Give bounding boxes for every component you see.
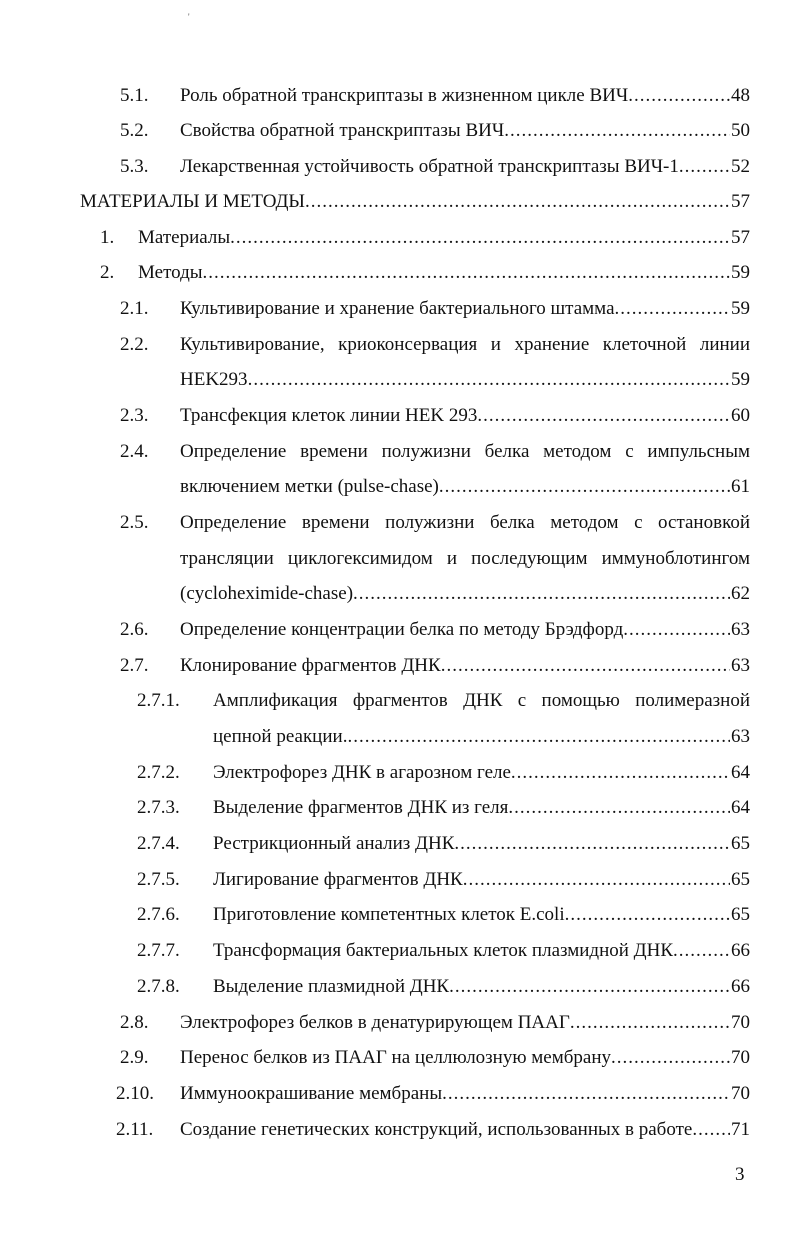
toc-page: 64 <box>731 797 750 818</box>
toc-page: 70 <box>731 1047 750 1068</box>
toc-page: 57 <box>731 191 750 212</box>
toc-entry-2-7-4[interactable] <box>0 827 796 861</box>
toc-number: 2.2. <box>120 334 149 355</box>
toc-title-line-1: Амплификация фрагментов ДНК с помощью полимеразной <box>213 690 750 711</box>
toc-entry-2-11[interactable] <box>0 1113 796 1147</box>
toc-entry-2-7-3[interactable] <box>0 791 796 825</box>
toc-number: 5.1. <box>120 85 149 106</box>
toc-entry-2-5-cont-2[interactable] <box>0 577 796 611</box>
toc-entry-2-7-8[interactable] <box>0 970 796 1004</box>
toc-page: 63 <box>731 619 750 640</box>
toc-page: 57 <box>731 227 750 248</box>
toc-page: 59 <box>731 298 750 319</box>
toc-entry-2-7-2[interactable] <box>0 756 796 790</box>
toc-title: Приготовление компетентных клеток E.coli <box>213 904 565 925</box>
toc-title-line-3: (cycloheximide-chase) <box>180 583 354 604</box>
toc-leader <box>441 649 730 683</box>
toc-page: 70 <box>731 1012 750 1033</box>
toc-title: Культивирование и хранение бактериального штамма <box>180 298 615 319</box>
toc-entry-2-7-1-cont[interactable] <box>0 720 796 754</box>
toc-title: Электрофорез ДНК в агарозном геле <box>213 762 511 783</box>
toc-title: Лигирование фрагментов ДНК <box>213 869 463 890</box>
toc-leader <box>615 292 730 326</box>
toc-entry-2-1[interactable] <box>0 292 796 326</box>
toc-number: 2.5. <box>120 512 149 533</box>
toc-title: Лекарственная устойчивость обратной транскриптазы ВИЧ-1 <box>180 156 679 177</box>
toc-leader <box>679 150 730 184</box>
toc-entry-2-10[interactable] <box>0 1077 796 1111</box>
toc-leader <box>449 970 730 1004</box>
scan-mark: ' <box>188 12 190 22</box>
toc-page: 65 <box>731 869 750 890</box>
toc-title: Методы <box>138 262 203 283</box>
toc-leader <box>454 827 730 861</box>
toc-number: 2.7.8. <box>137 976 180 997</box>
toc-number: 1. <box>100 227 115 248</box>
toc-title: Перенос белков из ПААГ на целлюлозную мембрану <box>180 1047 612 1068</box>
toc-title-line-1: Определение времени полужизни белка методом с импульсным <box>180 441 750 462</box>
toc-number: 2.1. <box>120 298 149 319</box>
toc-title: МАТЕРИАЛЫ И МЕТОДЫ <box>80 191 306 212</box>
toc-page: 65 <box>731 904 750 925</box>
toc-number: 2.7.2. <box>137 762 180 783</box>
toc-number: 2.10. <box>116 1083 154 1104</box>
toc-title: Трансфекция клеток линии HEK 293 <box>180 405 478 426</box>
toc-leader <box>623 613 730 647</box>
toc-leader <box>353 577 730 611</box>
toc-leader <box>504 114 730 148</box>
toc-title: Выделение фрагментов ДНК из геля <box>213 797 509 818</box>
toc-number: 2.7.1. <box>137 690 180 711</box>
toc-title-line-2: включением метки (pulse-chase) <box>180 476 439 497</box>
toc-entry-2-7-1[interactable] <box>0 684 796 718</box>
toc-title: Выделение плазмидной ДНК <box>213 976 450 997</box>
toc-number: 2.7. <box>120 655 149 676</box>
toc-page: 48 <box>731 85 750 106</box>
toc-entry-2-3[interactable] <box>0 399 796 433</box>
toc-title: Клонирование фрагментов ДНК <box>180 655 441 676</box>
toc-number: 2.6. <box>120 619 149 640</box>
toc-entry-2-5-cont-1[interactable] <box>0 542 796 576</box>
toc-leader <box>305 185 730 219</box>
toc-title-line-2: трансляции циклогексимидом и последующим иммуноблотингом <box>180 548 750 569</box>
toc-title: Создание генетических конструкций, использованных в работе <box>180 1119 693 1140</box>
toc-leader <box>511 756 730 790</box>
toc-leader <box>439 470 730 504</box>
toc-leader <box>347 720 730 754</box>
toc-entry-5-1[interactable] <box>0 79 796 113</box>
toc-title-line-2: HEK293 <box>180 369 248 390</box>
toc-number: 2.7.3. <box>137 797 180 818</box>
toc-title: Определение концентрации белка по методу Брэдфорд <box>180 619 624 640</box>
toc-number: 2.7.6. <box>137 904 180 925</box>
toc-number: 2.8. <box>120 1012 149 1033</box>
toc-entry-2-4[interactable] <box>0 435 796 469</box>
toc-leader <box>203 256 730 290</box>
toc-title-line-2: цепной реакции. <box>213 726 348 747</box>
toc-entry-2-7-7[interactable] <box>0 934 796 968</box>
toc-title-line-1: Культивирование, криоконсервация и хранение клеточной линии <box>180 334 750 355</box>
toc-entry-5-3[interactable] <box>0 150 796 184</box>
toc-entry-materials-methods[interactable] <box>0 185 796 219</box>
toc-number: 2.9. <box>120 1047 149 1068</box>
toc-entry-2-7[interactable] <box>0 649 796 683</box>
toc-page: 59 <box>731 369 750 390</box>
toc-entry-1[interactable] <box>0 221 796 255</box>
toc-page: 62 <box>731 583 750 604</box>
toc-leader <box>463 863 730 897</box>
toc-leader <box>692 1113 730 1147</box>
toc-number: 2.3. <box>120 405 149 426</box>
toc-page: 63 <box>731 726 750 747</box>
toc-number: 2. <box>100 262 115 283</box>
toc-page: 59 <box>731 262 750 283</box>
toc-leader <box>565 898 730 932</box>
page-number: 3 <box>735 1164 745 1185</box>
toc-title: Электрофорез белков в денатурирующем ПААГ <box>180 1012 570 1033</box>
toc-entry-2-5[interactable] <box>0 506 796 540</box>
toc-entry-2-4-cont[interactable] <box>0 470 796 504</box>
toc-leader <box>442 1077 730 1111</box>
toc-entry-2-2-cont[interactable] <box>0 363 796 397</box>
toc-title: Роль обратной транскриптазы в жизненном цикле ВИЧ <box>180 85 629 106</box>
toc-page: 70 <box>731 1083 750 1104</box>
toc-page: 50 <box>731 120 750 141</box>
toc-page: 52 <box>731 156 750 177</box>
toc-page: 64 <box>731 762 750 783</box>
toc-leader <box>508 791 730 825</box>
toc-title: Материалы <box>138 227 231 248</box>
toc-page: 66 <box>731 940 750 961</box>
toc-entry-2-9[interactable] <box>0 1041 796 1075</box>
toc-number: 2.11. <box>116 1119 154 1140</box>
toc-page: 63 <box>731 655 750 676</box>
toc-title-line-1: Определение времени полужизни белка методом с остановкой <box>180 512 750 533</box>
toc-title: Рестрикционный анализ ДНК <box>213 833 455 854</box>
toc-page: 71 <box>731 1119 750 1140</box>
toc-entry-2[interactable] <box>0 256 796 290</box>
toc-number: 2.7.7. <box>137 940 180 961</box>
toc-title: Свойства обратной транскриптазы ВИЧ <box>180 120 505 141</box>
toc-entry-2-2[interactable] <box>0 328 796 362</box>
toc-leader <box>477 399 730 433</box>
toc-page: 65 <box>731 833 750 854</box>
toc-entry-2-7-5[interactable] <box>0 863 796 897</box>
toc-page: 66 <box>731 976 750 997</box>
toc-entry-2-6[interactable] <box>0 613 796 647</box>
toc-leader <box>673 934 730 968</box>
toc-leader <box>570 1006 730 1040</box>
toc-leader <box>611 1041 730 1075</box>
toc-number: 2.7.5. <box>137 869 180 890</box>
toc-page: 61 <box>731 476 750 497</box>
toc-leader <box>628 79 730 113</box>
toc-leader <box>230 221 730 255</box>
toc-number: 2.7.4. <box>137 833 180 854</box>
toc-leader <box>248 363 730 397</box>
toc-title: Иммуноокрашивание мембраны <box>180 1083 443 1104</box>
toc-page: 60 <box>731 405 750 426</box>
toc-number: 5.2. <box>120 120 149 141</box>
toc-entry-2-7-6[interactable] <box>0 898 796 932</box>
toc-number: 5.3. <box>120 156 149 177</box>
toc-entry-5-2[interactable] <box>0 114 796 148</box>
toc-title: Трансформация бактериальных клеток плазмидной ДНК <box>213 940 674 961</box>
toc-number: 2.4. <box>120 441 149 462</box>
toc-entry-2-8[interactable] <box>0 1006 796 1040</box>
